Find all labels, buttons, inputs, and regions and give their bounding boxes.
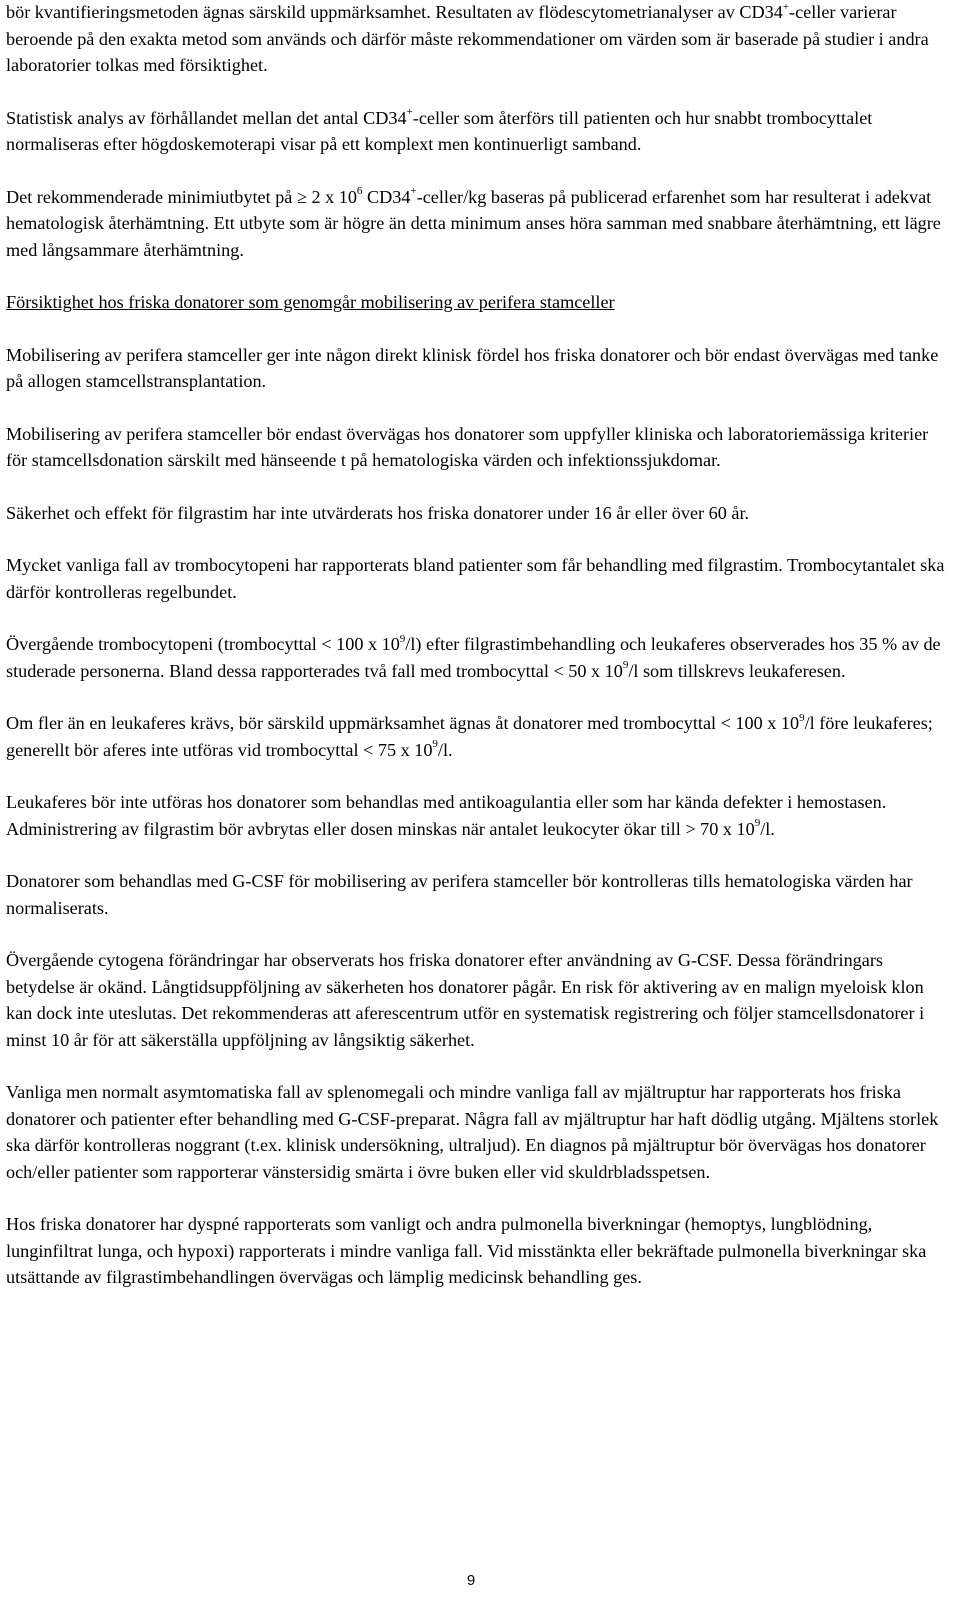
text-run: Om fler än en leukaferes krävs, bör särskild uppmärksamhet ägnas åt donatorer med trombocyttal < 100 x 10	[6, 713, 800, 733]
text-run: Leukaferes bör inte utföras hos donatorer som behandlas med antikoagulantia eller som har kända defekter i hemostasen. Administrering av filgrastim bör avbrytas eller dosen minskas när antalet leukocyter ökar till > 70 x 10	[6, 792, 887, 839]
body-paragraph	[6, 947, 948, 1053]
body-paragraph	[6, 500, 948, 527]
body-paragraph	[6, 105, 948, 158]
body-paragraph	[6, 0, 948, 79]
text-run: Säkerhet och effekt för filgrastim har inte utvärderats hos friska donatorer under 16 år eller över 60 år.	[6, 502, 750, 523]
text-run: /l) efter filgrastimbehandling och leukaferes observerades hos 35 % av de studerade personerna. Bland dessa rapporterades två fall med trombocyttal < 50 x 10	[6, 634, 941, 681]
superscript: 6	[356, 185, 363, 198]
text-run: -celler varierar beroende på den exakta metod som används och därför måste rekommendationer om värden som är baserade på studier i andra laboratorier tolkas med försiktighet.	[6, 2, 929, 75]
text-run: Mycket vanliga fall av trombocytopeni har rapporterats bland patienter som får behandling med filgrastim. Trombocytantalet ska därför kontrolleras regelbundet.	[6, 555, 945, 602]
body-paragraph	[6, 710, 948, 763]
body-paragraph	[6, 1079, 948, 1185]
document-body	[6, 0, 948, 1317]
text-run: -celler/kg baseras på publicerad erfarenhet som har resulterat i adekvat hematologisk återhämtning. Ett utbyte som är högre än detta minimum anses höra samman med snabbare återhämtning, ett lägre med långsammare återhämtning.	[6, 186, 941, 260]
superscript: 9	[622, 659, 629, 672]
superscript: 9	[399, 632, 406, 645]
body-paragraph	[6, 789, 948, 842]
body-paragraph	[6, 1211, 948, 1291]
text-run: /l.	[437, 739, 453, 760]
superscript: 9	[754, 817, 761, 830]
body-paragraph	[6, 184, 948, 264]
text-run: Det rekommenderade minimiutbytet på ≥ 2 x 10	[6, 186, 357, 207]
body-paragraph	[6, 342, 948, 395]
text-run: Hos friska donatorer har dyspné rapporterats som vanligt och andra pulmonella biverkningar (hemoptys, lungblödning, lunginfiltrat lunga, och hypoxi) rapporterats i mindre vanliga fall. Vid misstänkta eller bekräftade pulmonella biverkningar ska utsättande av filgrastimbehandlingen övervägas och lämplig medicinsk behandling ges.	[6, 1214, 927, 1287]
text-run: Vanliga men normalt asymtomatiska fall av splenomegali och mindre vanliga fall av mjältruptur har rapporterats hos friska donatorer och patienter efter behandling med G-CSF-preparat. Några fall av mjältruptur har haft dödlig utgång. Mjältens storlek ska därför kontrolleras noggrant (t.ex. klinisk undersökning, ultraljud). En diagnos på mjältruptur bör övervägas hos donatorer och/eller patienter som rapporterar vänstersidig smärta i övre buken eller vid skuldrbladsspetsen.	[6, 1082, 939, 1182]
text-run: /l före leukaferes; generellt bör aferes inte utföras vid trombocyttal < 75 x 10	[6, 713, 933, 760]
superscript: +	[782, 0, 790, 13]
text-run: Övergående trombocytopeni (trombocyttal < 100 x 10	[6, 634, 400, 654]
body-paragraph	[6, 868, 948, 921]
body-paragraph	[6, 552, 948, 605]
page-number: 9	[466, 1572, 476, 1589]
superscript: 9	[799, 711, 805, 724]
text-run: Mobilisering av perifera stamceller bör endast övervägas hos donatorer som uppfyller kliniska och laboratoriemässiga kriterier för stamcellsdonation särskilt med hänseende t på hematologiska värden och infektionssjukdomar.	[6, 423, 929, 470]
superscript: 9	[432, 738, 438, 751]
superscript: +	[406, 106, 413, 119]
body-paragraph	[6, 421, 948, 474]
text-run: Försiktighet hos friska donatorer som genomgår mobilisering av perifera stamceller	[6, 292, 615, 312]
text-run: Övergående cytogena förändringar har observerats hos friska donatorer efter användning av G-CSF. Dessa förändringars betydelse är okänd. Långtidsuppföljning av säkerheten hos donatorer pågår. En risk för aktivering av en malign myeloisk klon kan dock inte uteslutas. Det rekommenderas att aferescentrum utför en systematisk registrering och följer stamcellsdonatorer i minst 10 år för att säkerställa uppföljning av långsiktig säkerhet.	[6, 950, 925, 1050]
body-paragraph	[6, 631, 948, 684]
text-run: /l som tillskrevs leukaferesen.	[628, 660, 846, 681]
section-heading	[6, 289, 948, 316]
text-run: Statistisk analys av förhållandet mellan det antal CD34	[6, 107, 407, 128]
text-run: /l.	[760, 818, 775, 839]
text-run: bör kvantifieringsmetoden ägnas särskild uppmärksamhet. Resultaten av flödescytometrianalyser av CD34	[6, 2, 783, 22]
text-run: Mobilisering av perifera stamceller ger inte någon direkt klinisk fördel hos friska donatorer och bör endast övervägas med tanke på allogen stamcellstransplantation.	[6, 344, 939, 391]
text-run: -celler som återförs till patienten och hur snabbt trombocyttalet normaliseras efter högdoskemoterapi visar på ett komplext men kontinuerligt samband.	[6, 107, 873, 154]
text-run: CD34	[362, 186, 411, 207]
section-heading-text	[6, 292, 615, 312]
text-run: Donatorer som behandlas med G-CSF för mobilisering av perifera stamceller bör kontrolleras tills hematologiska värden har normaliserats.	[6, 871, 913, 918]
superscript: +	[410, 185, 417, 198]
